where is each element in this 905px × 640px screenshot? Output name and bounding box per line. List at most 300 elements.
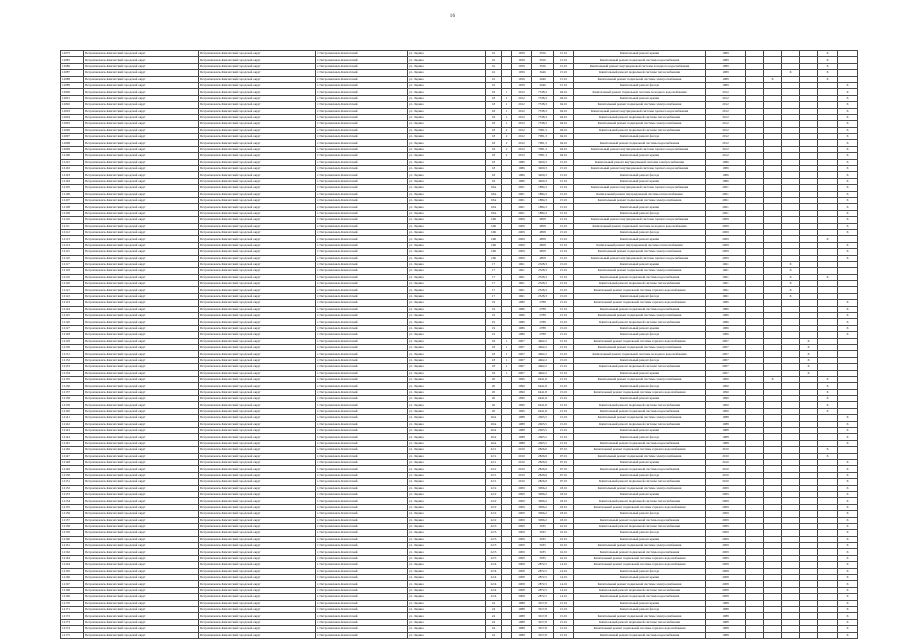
cell-settlement: г. Петропавловск-Камчатский xyxy=(316,102,408,108)
cell-year: 2010 xyxy=(512,466,532,472)
cell-house: 18 xyxy=(486,159,502,165)
cell-m6: X xyxy=(838,491,858,497)
cell-work-type: Капитальный ремонт фасада xyxy=(574,472,706,478)
cell-area: 3185 xyxy=(532,530,554,536)
cell-municipality-2: Петропавловск-Камчатский городской округ xyxy=(199,351,316,357)
cell-municipality-1: Петропавловск-Камчатский городской округ xyxy=(84,460,199,466)
cell-municipality-2: Петропавловск-Камчатский городской округ xyxy=(199,166,316,172)
table-row xyxy=(61,632,858,638)
cell-m6: X xyxy=(838,82,858,88)
cell-id: 12122 xyxy=(61,293,84,299)
cell-area: 4858 xyxy=(532,236,554,242)
cell-m6: X xyxy=(838,460,858,466)
cell-municipality-1: Петропавловск-Камчатский городской округ xyxy=(84,472,199,478)
cell-municipality-2: Петропавловск-Камчатский городской округ xyxy=(199,485,316,491)
cell-id: 12141 xyxy=(61,415,84,421)
cell-settlement: г. Петропавловск-Камчатский xyxy=(316,108,408,114)
cell-municipality-1: Петропавловск-Камчатский городской округ xyxy=(84,479,199,485)
cell-id: 12144 xyxy=(61,434,84,440)
cell-id: 12121 xyxy=(61,287,84,293)
cell-m6: X xyxy=(838,632,858,638)
cell-area: 3400,3 xyxy=(532,178,554,184)
cell-house: 20А xyxy=(486,440,502,446)
cell-street: ул. Ларина xyxy=(408,581,486,587)
cell-municipality-1: Петропавловск-Камчатский городской округ xyxy=(84,159,199,165)
cell-municipality-1: Петропавловск-Камчатский городской округ xyxy=(84,63,199,69)
cell-plan-year: 1988 xyxy=(706,428,746,434)
cell-m4: X xyxy=(800,370,818,376)
cell-municipality-1: Петропавловск-Камчатский городской округ xyxy=(84,543,199,549)
cell-area: 7538,3 xyxy=(532,108,554,114)
cell-house: 22/2 xyxy=(486,511,502,517)
cell-work-type: Капитальный ремонт крыши xyxy=(574,396,706,402)
cell-house: 16Б xyxy=(486,217,502,223)
cell-plan-year: 2009 xyxy=(706,242,746,248)
cell-id: 12132 xyxy=(61,357,84,363)
cell-street: ул. Ларина xyxy=(408,575,486,581)
cell-municipality-1: Петропавловск-Камчатский городской округ xyxy=(84,421,199,427)
cell-street: ул. Ларина xyxy=(408,440,486,446)
cell-date: 15.01 xyxy=(554,185,574,191)
cell-work-type: Капитальный ремонт фасада xyxy=(574,383,706,389)
cell-municipality-2: Петропавловск-Камчатский городской округ xyxy=(199,76,316,82)
cell-municipality-1: Петропавловск-Камчатский городской округ xyxy=(84,102,199,108)
cell-m6: X xyxy=(838,300,858,306)
cell-m6: X xyxy=(838,178,858,184)
cell-street: ул. Ларина xyxy=(408,229,486,235)
cell-work-type: Капитальный ремонт подвальной системы горячего водоснабжения xyxy=(574,555,706,561)
cell-settlement: г. Петропавловск-Камчатский xyxy=(316,632,408,638)
cell-id: 12094 xyxy=(61,114,84,120)
cell-municipality-2: Петропавловск-Камчатский городской округ xyxy=(199,338,316,344)
cell-municipality-1: Петропавловск-Камчатский городской округ xyxy=(84,389,199,395)
cell-m6: X xyxy=(838,121,858,127)
cell-m3: X xyxy=(782,261,800,267)
cell-work-type: Капитальный ремонт подвальной системы теплоснабжения xyxy=(574,70,706,76)
cell-plan-year: 1986 xyxy=(706,306,746,312)
cell-area: 2872,5 xyxy=(532,581,554,587)
cell-date: 04.01 xyxy=(554,134,574,140)
cell-m2 xyxy=(764,632,782,638)
cell-municipality-2: Петропавловск-Камчатский городской округ xyxy=(199,479,316,485)
cell-date: 18.01 xyxy=(554,511,574,517)
cell-settlement: г. Петропавловск-Камчатский xyxy=(316,287,408,293)
cell-house: 22/4 xyxy=(486,594,502,600)
cell-settlement: г. Петропавловск-Камчатский xyxy=(316,568,408,574)
cell-work-type: Капитальный ремонт подвальной системы водоснабжения xyxy=(574,408,706,414)
cell-m6: X xyxy=(838,210,858,216)
cell-date: 18.01 xyxy=(554,485,574,491)
cell-plan-year: 2009 xyxy=(706,555,746,561)
cell-municipality-2: Петропавловск-Камчатский городской округ xyxy=(199,428,316,434)
cell-municipality-2: Петропавловск-Камчатский городской округ xyxy=(199,300,316,306)
cell-municipality-2: Петропавловск-Камчатский городской округ xyxy=(199,408,316,414)
cell-area: 3185 xyxy=(532,555,554,561)
cell-house: 16Б xyxy=(486,229,502,235)
cell-municipality-2: Петропавловск-Камчатский городской округ xyxy=(199,491,316,497)
cell-date: 15.01 xyxy=(554,440,574,446)
cell-municipality-1: Петропавловск-Камчатский городской округ xyxy=(84,217,199,223)
cell-plan-year: 2009 xyxy=(706,549,746,555)
cell-municipality-1: Петропавловск-Камчатский городской округ xyxy=(84,357,199,363)
cell-settlement: г. Петропавловск-Камчатский xyxy=(316,479,408,485)
cell-work-type: Капитальный ремонт крыши xyxy=(574,325,706,331)
cell-plan-year: 2012 xyxy=(706,153,746,159)
cell-municipality-1: Петропавловск-Камчатский городской округ xyxy=(84,351,199,357)
cell-work-type: Капитальный ремонт подвальной системы электроснабжения xyxy=(574,613,706,619)
cell-plan-year: 2009 xyxy=(706,255,746,261)
cell-municipality-1: Петропавловск-Камчатский городской округ xyxy=(84,185,199,191)
cell-street: ул. Ларина xyxy=(408,370,486,376)
cell-work-type: Капитальный ремонт подвальной системы холодного водоснабжения xyxy=(574,223,706,229)
cell-area: 6441,8 xyxy=(532,408,554,414)
cell-plan-year: 2008 xyxy=(706,575,746,581)
cell-street: ул. Ларина xyxy=(408,127,486,133)
cell-plan-year: 1989 xyxy=(706,70,746,76)
cell-date: 15.01 xyxy=(554,606,574,612)
cell-house: 22/3 xyxy=(486,530,502,536)
cell-house: 22/1 xyxy=(486,479,502,485)
cell-municipality-2: Петропавловск-Камчатский городской округ xyxy=(199,517,316,523)
cell-id: 12102 xyxy=(61,166,84,172)
cell-plan-year: 2007 xyxy=(706,351,746,357)
cell-area: 3096,2 xyxy=(532,491,554,497)
cell-date: 15.01 xyxy=(554,236,574,242)
cell-plan-year: 1988 xyxy=(706,421,746,427)
cell-municipality-1: Петропавловск-Камчатский городской округ xyxy=(84,146,199,152)
cell-municipality-2: Петропавловск-Камчатский городской округ xyxy=(199,575,316,581)
cell-year: 2012 xyxy=(512,114,532,120)
cell-street: ул. Ларина xyxy=(408,223,486,229)
cell-settlement: г. Петропавловск-Камчатский xyxy=(316,82,408,88)
cell-plan-year: 1961 xyxy=(706,281,746,287)
cell-settlement: г. Петропавловск-Камчатский xyxy=(316,606,408,612)
cell-house: 16 xyxy=(486,57,502,63)
cell-municipality-1: Петропавловск-Камчатский городской округ xyxy=(84,134,199,140)
cell-work-type: Капитальный ремонт внутридомовой системы теплоснабжения xyxy=(574,191,706,197)
cell-plan-year: 2007 xyxy=(706,344,746,350)
cell-work-type: Капитальный ремонт подвальной системы водоснабжения xyxy=(574,57,706,63)
cell-date: 04.01 xyxy=(554,153,574,159)
cell-municipality-1: Петропавловск-Камчатский городской округ xyxy=(84,370,199,376)
cell-work-type: Капитальный ремонт подвальной системы электроснабжения xyxy=(574,581,706,587)
cell-area: 4858 xyxy=(532,255,554,261)
cell-year: 2009 xyxy=(512,236,532,242)
cell-street: ул. Ларина xyxy=(408,89,486,95)
cell-municipality-2: Петропавловск-Камчатский городской округ xyxy=(199,357,316,363)
cell-work-type: Капитальный ремонт крыши xyxy=(574,178,706,184)
cell-municipality-2: Петропавловск-Камчатский городской округ xyxy=(199,460,316,466)
cell-area: 7538,3 xyxy=(532,95,554,101)
cell-municipality-2: Петропавловск-Камчатский городской округ xyxy=(199,421,316,427)
cell-year: 2009 xyxy=(512,498,532,504)
cell-work-type: Капитальный ремонт внутридомовой системы горячего водоснабжения xyxy=(574,108,706,114)
cell-id: 12092 xyxy=(61,102,84,108)
cell-plan-year: 2001 xyxy=(706,185,746,191)
cell-municipality-2: Петропавловск-Камчатский городской округ xyxy=(199,530,316,536)
cell-m6: X xyxy=(838,102,858,108)
cell-municipality-1: Петропавловск-Камчатский городской округ xyxy=(84,530,199,536)
cell-municipality-2: Петропавловск-Камчатский городской округ xyxy=(199,511,316,517)
cell-settlement: г. Петропавловск-Камчатский xyxy=(316,453,408,459)
cell-area: 4858 xyxy=(532,229,554,235)
cell-m3: X xyxy=(782,293,800,299)
cell-work-type: Капитальный ремонт подвальной системы электроснабжения xyxy=(574,102,706,108)
cell-date: 15.01 xyxy=(554,166,574,172)
cell-m6: X xyxy=(838,613,858,619)
cell-id: 12168 xyxy=(61,587,84,593)
cell-id: 12147 xyxy=(61,453,84,459)
cell-house: 20 xyxy=(486,408,502,414)
cell-m6: X xyxy=(838,242,858,248)
cell-house: 24 xyxy=(486,626,502,632)
cell-date: 15.01 xyxy=(554,428,574,434)
cell-house: 18 xyxy=(486,357,502,363)
cell-id: 12145 xyxy=(61,440,84,446)
cell-plan-year: 2009 xyxy=(706,217,746,223)
cell-year: 1986 xyxy=(512,166,532,172)
cell-id: 12128 xyxy=(61,332,84,338)
cell-street: ул. Ларина xyxy=(408,261,486,267)
cell-id: 12120 xyxy=(61,281,84,287)
cell-plan-year: 1990 xyxy=(706,383,746,389)
cell-id: 12104 xyxy=(61,178,84,184)
cell-work-type: Капитальный ремонт крыши xyxy=(574,575,706,581)
cell-date: 15.01 xyxy=(554,178,574,184)
cell-year: 2009 xyxy=(512,530,532,536)
cell-date: 18.01 xyxy=(554,517,574,523)
cell-municipality-1: Петропавловск-Камчатский городской округ xyxy=(84,376,199,382)
cell-year: 2001 xyxy=(512,191,532,197)
cell-date: 15.01 xyxy=(554,191,574,197)
cell-house: 22/3 xyxy=(486,536,502,542)
cell-settlement: г. Петропавловск-Камчатский xyxy=(316,223,408,229)
cell-year: 2001 xyxy=(512,204,532,210)
cell-id: 12139 xyxy=(61,402,84,408)
cell-date: 16.01 xyxy=(554,549,574,555)
cell-house: 22/4 xyxy=(486,562,502,568)
cell-id: 12100 xyxy=(61,153,84,159)
cell-year: 1986 xyxy=(512,172,532,178)
cell-year: 1990 xyxy=(512,402,532,408)
cell-plan-year: 2008 xyxy=(706,568,746,574)
cell-municipality-1: Петропавловск-Камчатский городской округ xyxy=(84,166,199,172)
cell-street: ул. Ларина xyxy=(408,453,486,459)
cell-date: 15.01 xyxy=(554,57,574,63)
cell-area: 2872,5 xyxy=(532,594,554,600)
cell-settlement: г. Петропавловск-Камчатский xyxy=(316,460,408,466)
cell-street: ул. Ларина xyxy=(408,172,486,178)
cell-house: 19 xyxy=(486,332,502,338)
cell-street: ул. Ларина xyxy=(408,472,486,478)
cell-municipality-2: Петропавловск-Камчатский городской округ xyxy=(199,434,316,440)
cell-m5: X xyxy=(818,236,838,242)
cell-korpus xyxy=(502,632,512,638)
cell-id: 12137 xyxy=(61,389,84,395)
cell-settlement: г. Петропавловск-Камчатский xyxy=(316,562,408,568)
cell-plan-year: 2012 xyxy=(706,127,746,133)
cell-plan-year: 1961 xyxy=(706,287,746,293)
cell-work-type: Капитальный ремонт подвальной системы электроснабжения xyxy=(574,344,706,350)
cell-date: 15.01 xyxy=(554,332,574,338)
cell-settlement: г. Петропавловск-Камчатский xyxy=(316,376,408,382)
cell-area: 7081,3 xyxy=(532,127,554,133)
cell-street: ул. Ларина xyxy=(408,428,486,434)
cell-settlement: г. Петропавловск-Камчатский xyxy=(316,626,408,632)
cell-municipality-1: Петропавловск-Камчатский городской округ xyxy=(84,70,199,76)
cell-work-type: Капитальный ремонт подвальной системы электроснабжения xyxy=(574,76,706,82)
page-number: 16 xyxy=(449,14,456,19)
cell-work-type: Капитальный ремонт фасада xyxy=(574,511,706,517)
cell-m6: X xyxy=(838,255,858,261)
cell-street: ул. Ларина xyxy=(408,523,486,529)
cell-settlement: г. Петропавловск-Камчатский xyxy=(316,575,408,581)
cell-work-type: Капитальный ремонт подвальной системы горячего водоснабжения xyxy=(574,447,706,453)
cell-year: 1959 xyxy=(512,82,532,88)
cell-work-type: Капитальный ремонт подвальной системы электроснабжения xyxy=(574,268,706,274)
cell-date: 15.01 xyxy=(554,281,574,287)
cell-municipality-2: Петропавловск-Камчатский городской округ xyxy=(199,466,316,472)
cell-municipality-1: Петропавловск-Камчатский городской округ xyxy=(84,344,199,350)
cell-municipality-1: Петропавловск-Камчатский городской округ xyxy=(84,447,199,453)
cell-house: 18А xyxy=(486,197,502,203)
cell-area: 2665,5 xyxy=(532,428,554,434)
cell-house: 18 xyxy=(486,351,502,357)
cell-area: 2528,3 xyxy=(532,281,554,287)
cell-year: 1986 xyxy=(512,159,532,165)
cell-date: 15.01 xyxy=(554,364,574,370)
cell-id: 12114 xyxy=(61,242,84,248)
cell-street: ул. Ларина xyxy=(408,415,486,421)
cell-work-type: Капитальный ремонт подвальной системы теплоснабжения xyxy=(574,114,706,120)
cell-korpus: 1 xyxy=(502,364,512,370)
cell-area: 2788 xyxy=(532,319,554,325)
cell-municipality-1: Петропавловск-Камчатский городской округ xyxy=(84,114,199,120)
cell-work-type: Капитальный ремонт подвальной системы электроснабжения xyxy=(574,197,706,203)
cell-municipality-2: Петропавловск-Камчатский городской округ xyxy=(199,159,316,165)
cell-id: 12093 xyxy=(61,108,84,114)
cell-municipality-1: Петропавловск-Камчатский городской округ xyxy=(84,587,199,593)
cell-date: 15.01 xyxy=(554,421,574,427)
cell-settlement: г. Петропавловск-Камчатский xyxy=(316,217,408,223)
cell-house: 20 xyxy=(486,376,502,382)
cell-municipality-2: Петропавловск-Камчатский городской округ xyxy=(199,108,316,114)
cell-year: 2012 xyxy=(512,134,532,140)
cell-m6: X xyxy=(838,217,858,223)
cell-settlement: г. Петропавловск-Камчатский xyxy=(316,313,408,319)
cell-area: 2665,5 xyxy=(532,415,554,421)
cell-settlement: г. Петропавловск-Камчатский xyxy=(316,364,408,370)
cell-area: 4662,2 xyxy=(532,338,554,344)
cell-municipality-1: Петропавловск-Камчатский городской округ xyxy=(84,242,199,248)
cell-settlement: г. Петропавловск-Камчатский xyxy=(316,172,408,178)
cell-area: 2665,5 xyxy=(532,440,554,446)
cell-house: 18А xyxy=(486,204,502,210)
cell-street: ул. Ларина xyxy=(408,332,486,338)
cell-area: 2788 xyxy=(532,306,554,312)
cell-street: ул. Ларина xyxy=(408,479,486,485)
cell-house: 22/4 xyxy=(486,581,502,587)
cell-street: ул. Ларина xyxy=(408,338,486,344)
cell-id: 12148 xyxy=(61,460,84,466)
cell-plan-year: 2010 xyxy=(706,472,746,478)
cell-date: 14.01 xyxy=(554,594,574,600)
cell-plan-year: 1988 xyxy=(706,626,746,632)
cell-m6: X xyxy=(838,108,858,114)
cell-street: ул. Ларина xyxy=(408,210,486,216)
cell-year: 1986 xyxy=(512,332,532,338)
cell-municipality-1: Петропавловск-Камчатский городской округ xyxy=(84,274,199,280)
cell-id: 12153 xyxy=(61,491,84,497)
cell-area: 2528,3 xyxy=(532,261,554,267)
cell-settlement: г. Петропавловск-Камчатский xyxy=(316,338,408,344)
cell-municipality-1: Петропавловск-Камчатский городской округ xyxy=(84,89,199,95)
cell-date: 07.01 xyxy=(554,472,574,478)
cell-street: ул. Ларина xyxy=(408,613,486,619)
cell-id: 12149 xyxy=(61,466,84,472)
cell-date: 14.01 xyxy=(554,562,574,568)
cell-date: 15.01 xyxy=(554,159,574,165)
cell-plan-year: 2009 xyxy=(706,491,746,497)
cell-plan-year: 1986 xyxy=(706,332,746,338)
cell-street: ул. Ларина xyxy=(408,536,486,542)
cell-settlement: г. Петропавловск-Камчатский xyxy=(316,114,408,120)
cell-year: 2007 xyxy=(512,357,532,363)
cell-plan-year: 2012 xyxy=(706,89,746,95)
cell-municipality-1: Петропавловск-Камчатский городской округ xyxy=(84,191,199,197)
cell-date: 15.01 xyxy=(554,396,574,402)
cell-street: ул. Ларина xyxy=(408,568,486,574)
cell-id: 12157 xyxy=(61,517,84,523)
cell-street: ул. Ларина xyxy=(408,351,486,357)
cell-year: 2010 xyxy=(512,453,532,459)
cell-plan-year: 2012 xyxy=(706,102,746,108)
cell-work-type: Капитальный ремонт подвальной системы горячего водоснабжения xyxy=(574,389,706,395)
cell-m6: X xyxy=(838,562,858,568)
cell-area: 6441,8 xyxy=(532,389,554,395)
cell-house: 18А xyxy=(486,191,502,197)
cell-municipality-1: Петропавловск-Камчатский городской округ xyxy=(84,498,199,504)
cell-house: 22/2 xyxy=(486,485,502,491)
cell-date: 15.01 xyxy=(554,255,574,261)
cell-date: 15.01 xyxy=(554,415,574,421)
cell-house: 16 xyxy=(486,82,502,88)
cell-municipality-2: Петропавловск-Камчатский городской округ xyxy=(199,102,316,108)
cell-municipality-1: Петропавловск-Камчатский городской округ xyxy=(84,606,199,612)
cell-m6: X xyxy=(838,89,858,95)
cell-street: ул. Ларина xyxy=(408,197,486,203)
cell-id: 12075 xyxy=(61,51,84,57)
cell-m4 xyxy=(800,632,818,638)
cell-house: 16 xyxy=(486,70,502,76)
cell-area: 7081,3 xyxy=(532,140,554,146)
cell-korpus: 1 xyxy=(502,108,512,114)
cell-plan-year: 2001 xyxy=(706,197,746,203)
cell-work-type: Капитальный ремонт фасада xyxy=(574,293,706,299)
cell-street: ул. Ларина xyxy=(408,447,486,453)
cell-municipality-2: Петропавловск-Камчатский городской округ xyxy=(199,383,316,389)
cell-m6: X xyxy=(838,159,858,165)
cell-work-type: Капитальный ремонт внутридомовой системы холодного водоснабжения xyxy=(574,63,706,69)
cell-id: 12173 xyxy=(61,619,84,625)
cell-municipality-1: Петропавловск-Камчатский городской округ xyxy=(84,223,199,229)
cell-settlement: г. Петропавловск-Камчатский xyxy=(316,357,408,363)
cell-m6: X xyxy=(838,434,858,440)
cell-date: 15.01 xyxy=(554,293,574,299)
cell-date: 15.01 xyxy=(554,76,574,82)
cell-settlement: г. Петропавловск-Камчатский xyxy=(316,127,408,133)
cell-m6: X xyxy=(838,543,858,549)
